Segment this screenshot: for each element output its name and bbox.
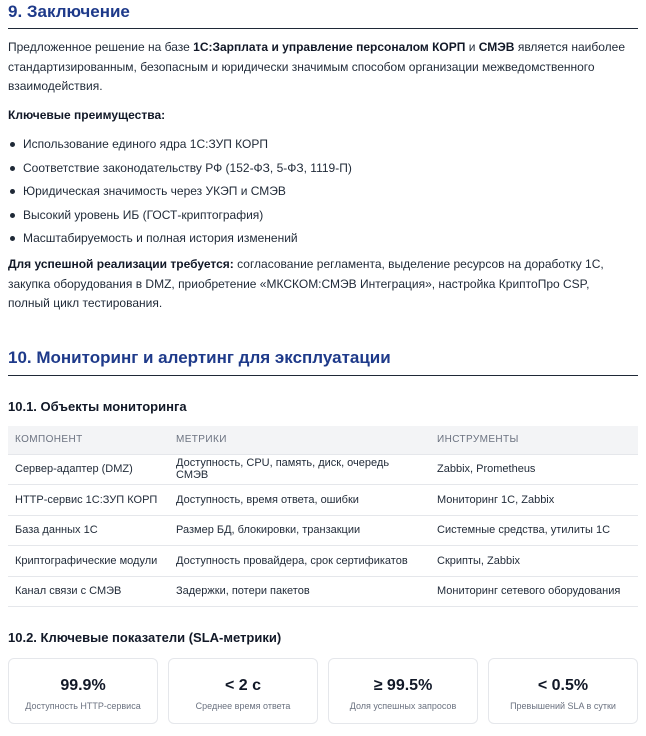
table-cell: Скрипты, Zabbix xyxy=(430,546,638,577)
column-header-tools: ИНСТРУМЕНТЫ xyxy=(430,426,638,454)
table-cell: База данных 1С xyxy=(8,515,169,546)
table-cell: Задержки, потери пакетов xyxy=(169,576,430,607)
section-9-intro: Предложенное решение на базе 1С:Зарплата и управление персоналом КОРП и СМЭВ является наиболее стандартизированным, безопасным и юридически значимым способом организации межведомственного взаимодействия. xyxy=(8,40,626,93)
table-cell: Доступность, время ответа, ошибки xyxy=(169,485,430,516)
table-row xyxy=(8,454,638,485)
list-item: Соответствие законодательству РФ (152-ФЗ, 5-ФЗ, 1119-П) xyxy=(8,160,352,184)
table-cell: Канал связи с СМЭВ xyxy=(8,576,169,607)
table-cell: Доступность провайдера, срок сертификатов xyxy=(169,546,430,577)
table-cell: Доступность, CPU, память, диск, очередь СМЭВ xyxy=(169,454,430,485)
metric-label: Доля успешных запросов xyxy=(349,701,457,711)
metric-label: Среднее время ответа xyxy=(195,701,291,711)
subsection-10-1-title: 10.1. Объекты мониторинга xyxy=(8,399,187,414)
table-row xyxy=(8,485,638,516)
table-cell: Zabbix, Prometheus xyxy=(430,454,638,485)
section-10-divider xyxy=(8,375,638,376)
metric-label: Превышений SLA в сутки xyxy=(510,701,616,711)
table-header-row xyxy=(8,426,638,454)
table-cell: Размер БД, блокировки, транзакции xyxy=(169,515,430,546)
metric-value: 99.9% xyxy=(60,677,106,694)
metric-card xyxy=(488,658,638,724)
column-header-metrics: МЕТРИКИ xyxy=(169,426,430,454)
column-header-component: КОМПОНЕНТ xyxy=(8,426,169,454)
list-item: Юридическая значимость через УКЭП и СМЭВ xyxy=(8,183,352,207)
table-cell: Криптографические модули xyxy=(8,546,169,577)
metric-card xyxy=(328,658,478,724)
list-item: Высокий уровень ИБ (ГОСТ-криптография) xyxy=(8,207,352,231)
metric-card xyxy=(168,658,318,724)
metric-value: ≥ 99.5% xyxy=(373,677,433,694)
table-cell: Мониторинг 1С, Zabbix xyxy=(430,485,638,516)
list-item: Использование единого ядра 1С:ЗУП КОРП xyxy=(8,136,352,160)
list-item: Масштабируемость и полная история изменений xyxy=(8,230,352,254)
requirements-paragraph: Для успешной реализации требуется: согласование регламента, выделение ресурсов на доработку 1С, закупка оборудования в DMZ, приобретение «МКСКОМ:СМЭВ Интеграция», настройка КриптоПро CSP, полный цикл тестирования. xyxy=(8,257,604,310)
metric-card xyxy=(8,658,158,724)
section-9-title: 9. Заключение xyxy=(8,2,130,21)
table-cell: Мониторинг сетевого оборудования xyxy=(430,576,638,607)
metric-label: Доступность HTTP-сервиса xyxy=(25,701,141,711)
table-cell: HTTP-сервис 1С:ЗУП КОРП xyxy=(8,485,169,516)
advantages-title: Ключевые преимущества: xyxy=(8,108,166,122)
table-row xyxy=(8,546,638,577)
advantages-list xyxy=(8,136,352,254)
metric-value: < 2 с xyxy=(224,677,262,694)
monitoring-table xyxy=(8,426,638,607)
table-row xyxy=(8,515,638,546)
subsection-10-2-title: 10.2. Ключевые показатели (SLA-метрики) xyxy=(8,630,282,645)
table-cell: Системные средства, утилиты 1С xyxy=(430,515,638,546)
section-9-divider xyxy=(8,28,638,29)
table-cell: Сервер-адаптер (DMZ) xyxy=(8,454,169,485)
sla-metrics xyxy=(8,658,638,724)
section-10-title: 10. Мониторинг и алертинг для эксплуатации xyxy=(8,348,391,367)
table-row xyxy=(8,576,638,607)
metric-value: < 0.5% xyxy=(537,677,589,694)
